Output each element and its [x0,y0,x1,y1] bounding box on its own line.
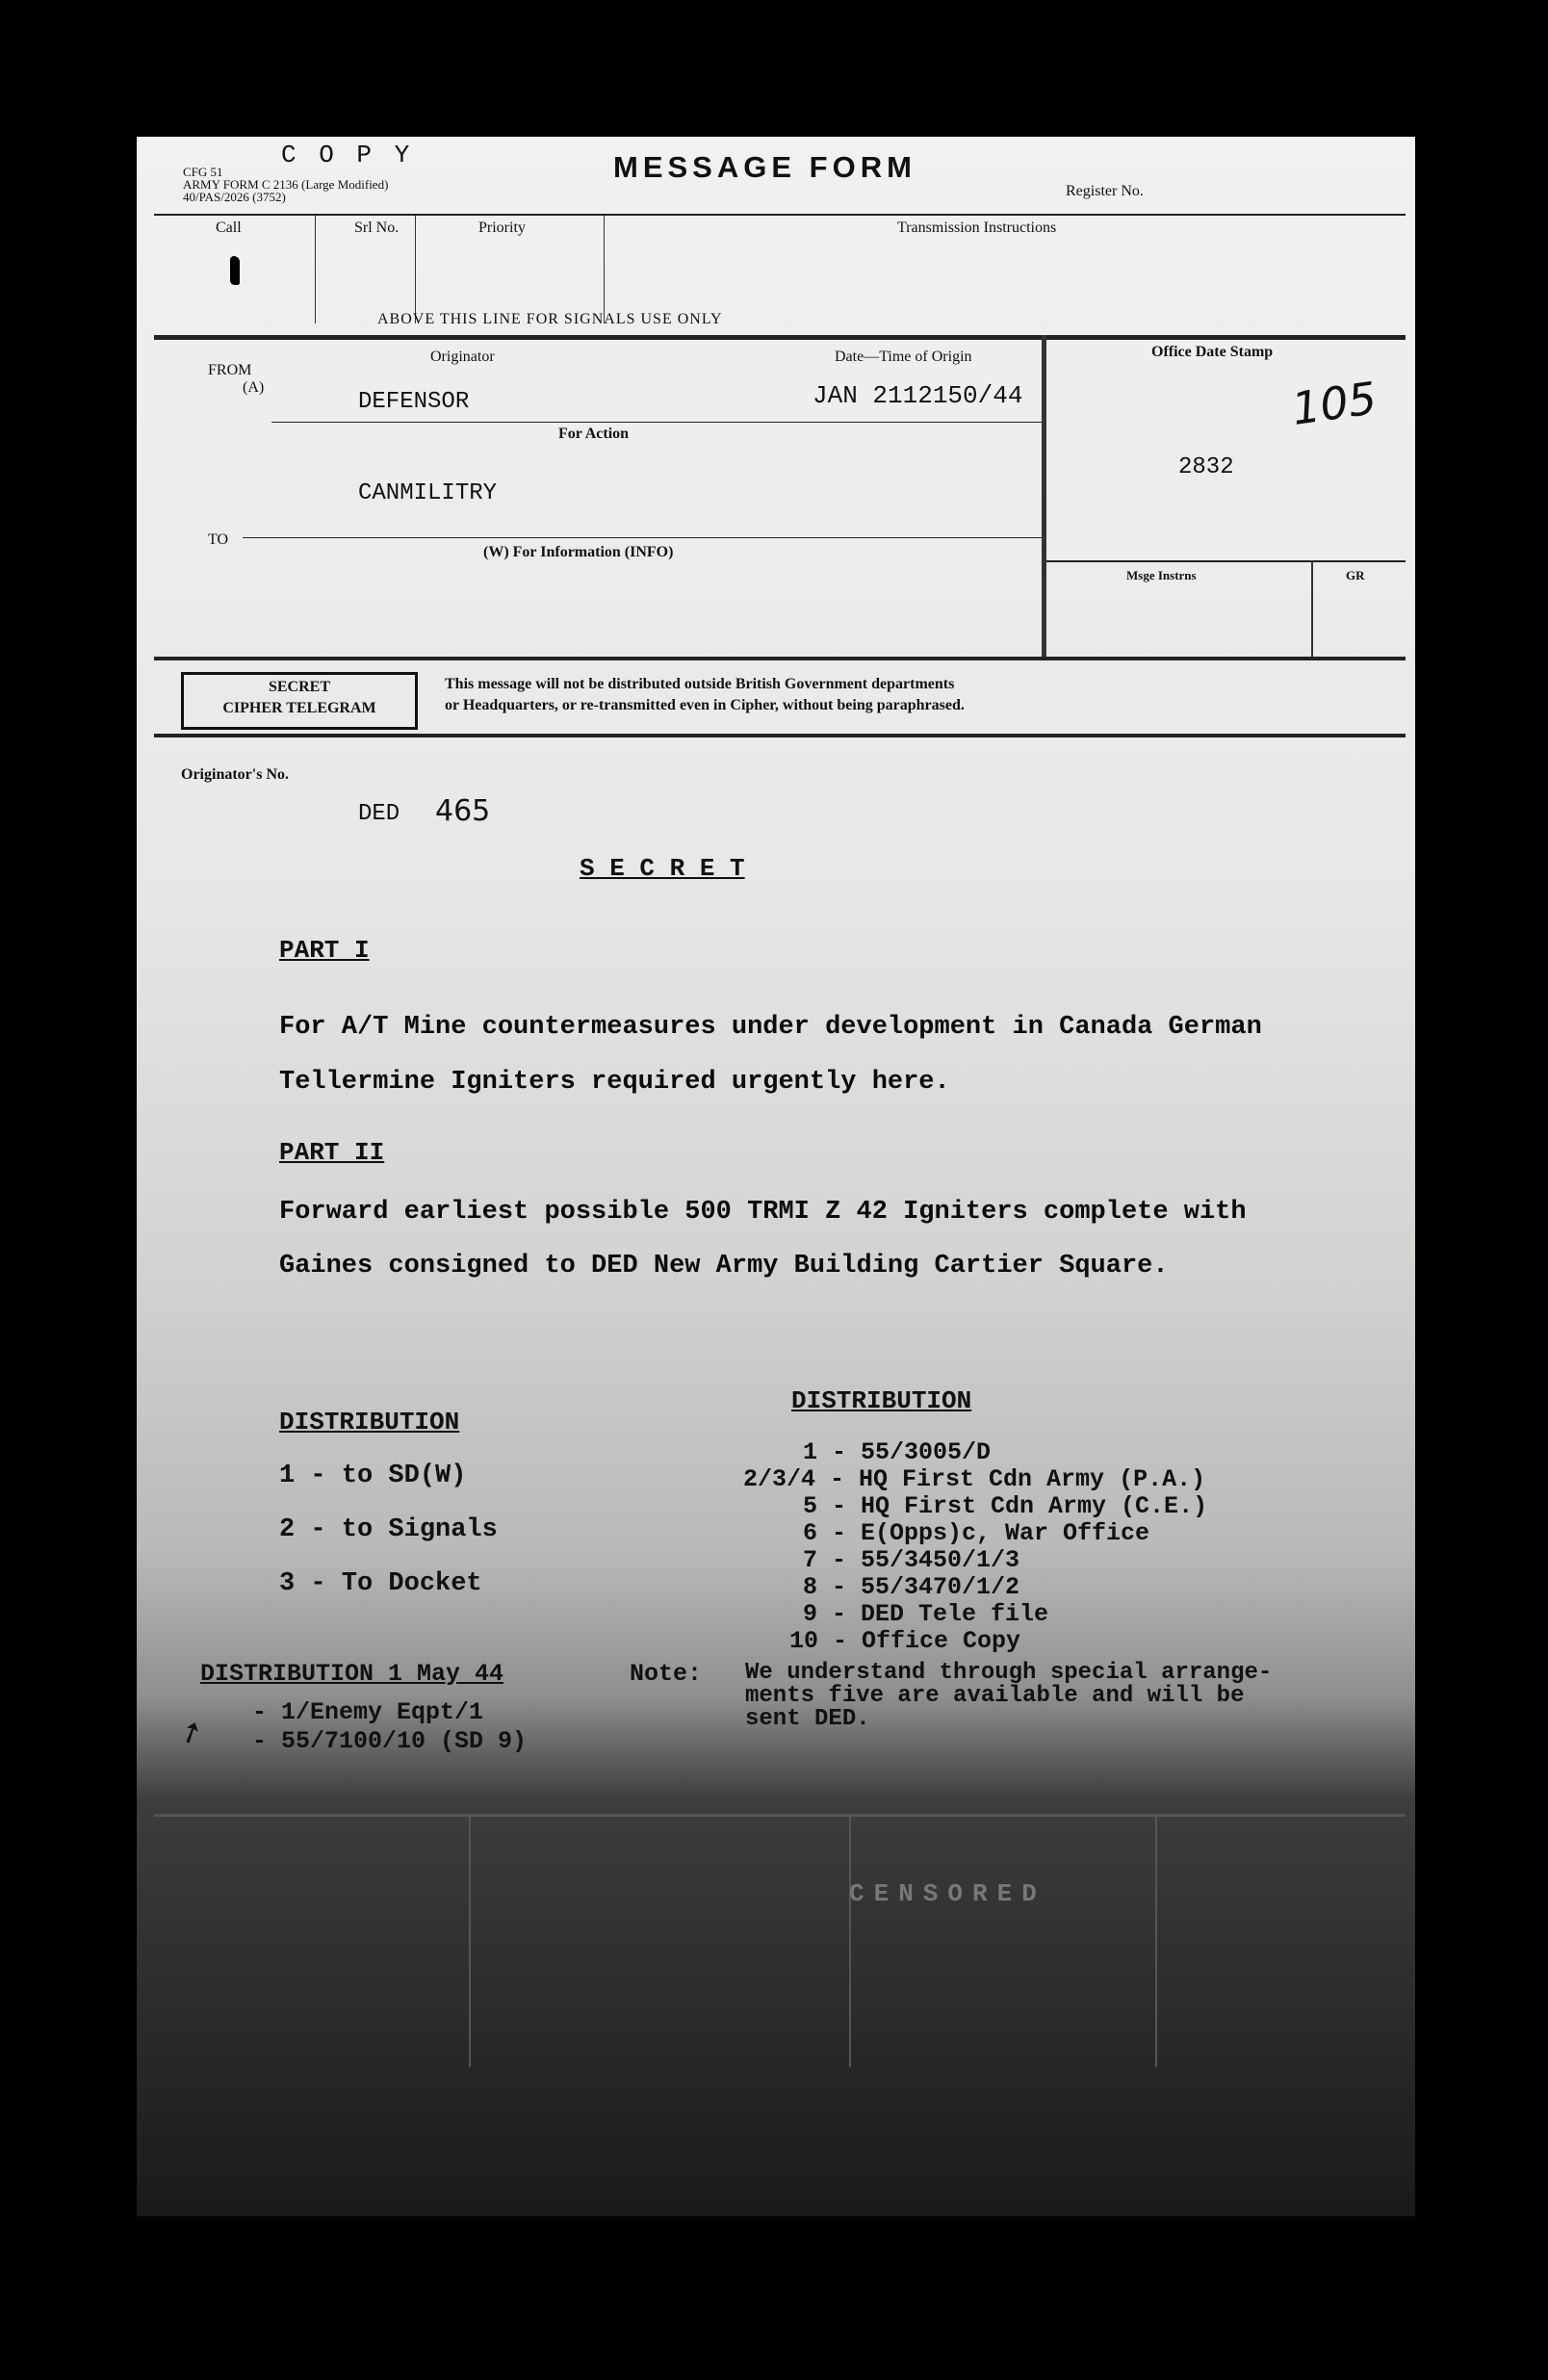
copy-stamp: C O P Y [281,141,414,169]
information-label: (W) For Information (INFO) [483,544,674,560]
distribution-right-item-2: 2/3/4 - HQ First Cdn Army (P.A.) [743,1465,1206,1493]
distribution-right-item-6: 8 - 55/3470/1/2 [803,1573,1020,1601]
part-one-line-2: Tellermine Igniters required urgently here. [279,1068,950,1097]
originator-label: Originator [430,349,495,365]
address-bottom-rule [154,657,1406,660]
note-line-1: We understand through special arrange- [745,1660,1273,1686]
distribution-left-item-3: 3 - To Docket [279,1569,482,1598]
note-label: Note: [630,1660,703,1688]
distribution-may-item-2: - 55/7100/10 (SD 9) [252,1727,528,1755]
security-bottom-rule [154,734,1406,737]
from-label: FROM [208,362,252,378]
part-two-heading: PART II [279,1138,385,1167]
register-label: Register No. [1066,183,1144,199]
originators-number-value: DED [358,801,400,827]
distribution-left-heading: DISTRIBUTION [279,1408,460,1436]
distribution-right-item-8: 10 - Office Copy [789,1627,1021,1655]
part-two-line-1: Forward earliest possible 500 TRMI Z 42 Igniters complete with [279,1198,1247,1227]
instructions-top-rule [1046,560,1406,562]
signals-use-notice: ABOVE THIS LINE FOR SIGNALS USE ONLY [377,311,723,327]
to-line [243,537,1042,538]
distribution-right-item-1: 1 - 55/3005/D [803,1438,992,1466]
form-identifier-3: 40/PAS/2026 (3752) [183,190,286,204]
call-mark [230,256,240,285]
censored-stamp: CENSORED [849,1879,1046,1908]
originators-number-handwritten: 465 [435,794,491,828]
signals-divider-2 [415,216,416,323]
signals-divider-3 [604,216,605,323]
distribution-may-item-1: - 1/Enemy Eqpt/1 [252,1698,484,1726]
gr-label: GR [1346,568,1365,582]
handwritten-arrow-mark: ➚ [172,1712,210,1753]
to-label: TO [208,531,229,548]
distribution-left-item-1: 1 - to SD(W) [279,1462,467,1490]
stamp-box-divider [1042,335,1046,660]
for-action-value: CANMILITRY [358,480,498,506]
priority-label: Priority [478,220,526,236]
footer-top-rule [154,1814,1406,1817]
stamp-number: 2832 [1178,454,1234,480]
form-title: MESSAGE FORM [613,150,916,184]
cipher-telegram-label: CIPHER TELEGRAM [222,700,376,716]
serial-number-label: Srl No. [354,220,400,236]
from-sub-label: (A) [243,379,265,396]
distribution-notice-1: This message will not be distributed outside British Government departments [445,676,955,692]
signals-divider-1 [315,216,316,323]
distribution-right-item-7: 9 - DED Tele file [803,1600,1049,1628]
note-line-3: sent DED. [745,1706,870,1732]
classification-heading: S E C R E T [580,854,745,883]
distribution-notice-2: or Headquarters, or re-transmitted even in Cipher, without being paraphrased. [445,697,965,713]
instructions-divider [1311,560,1313,660]
secret-cipher-box [181,672,418,730]
note-line-2: ments five are available and will be [745,1683,1245,1709]
part-one-line-1: For A/T Mine countermeasures under development in Canada German [279,1013,1262,1042]
originator-underline [271,422,1042,423]
distribution-right-item-5: 7 - 55/3450/1/3 [803,1546,1020,1574]
form-identifier-2: ARMY FORM C 2136 (Large Modified) [183,177,389,192]
footer-divider-3 [1155,1817,1157,2067]
message-instructions-label: Msge Instrns [1126,568,1197,582]
for-action-label: For Action [558,426,630,442]
date-time-of-origin-value: JAN 2112150/44 [813,381,1023,410]
part-two-line-2: Gaines consigned to DED New Army Building Cartier Square. [279,1252,1169,1281]
distribution-right-item-4: 6 - E(Opps)c, War Office [803,1519,1150,1547]
footer-divider-1 [469,1817,471,2067]
signals-top-rule [154,214,1406,216]
originator-value: DEFENSOR [358,389,470,415]
secret-label: SECRET [268,679,331,695]
originators-number-label: Originator's No. [181,766,289,783]
distribution-right-item-3: 5 - HQ First Cdn Army (C.E.) [803,1492,1208,1520]
form-identifier-1: CFG 51 [183,165,223,179]
handwritten-number: 105 [1288,372,1380,435]
office-date-stamp-label: Office Date Stamp [1151,344,1274,360]
date-time-of-origin-label: Date—Time of Origin [835,349,972,365]
message-form-sheet [137,137,1415,2216]
call-label: Call [216,220,242,236]
distribution-left-item-2: 2 - to Signals [279,1515,498,1544]
transmission-instructions-label: Transmission Instructions [897,220,1057,236]
address-top-rule [154,335,1406,340]
distribution-right-heading: DISTRIBUTION [791,1386,972,1415]
distribution-may-heading: DISTRIBUTION 1 May 44 [200,1660,504,1688]
footer-divider-2 [849,1817,851,2067]
part-one-heading: PART I [279,936,370,965]
